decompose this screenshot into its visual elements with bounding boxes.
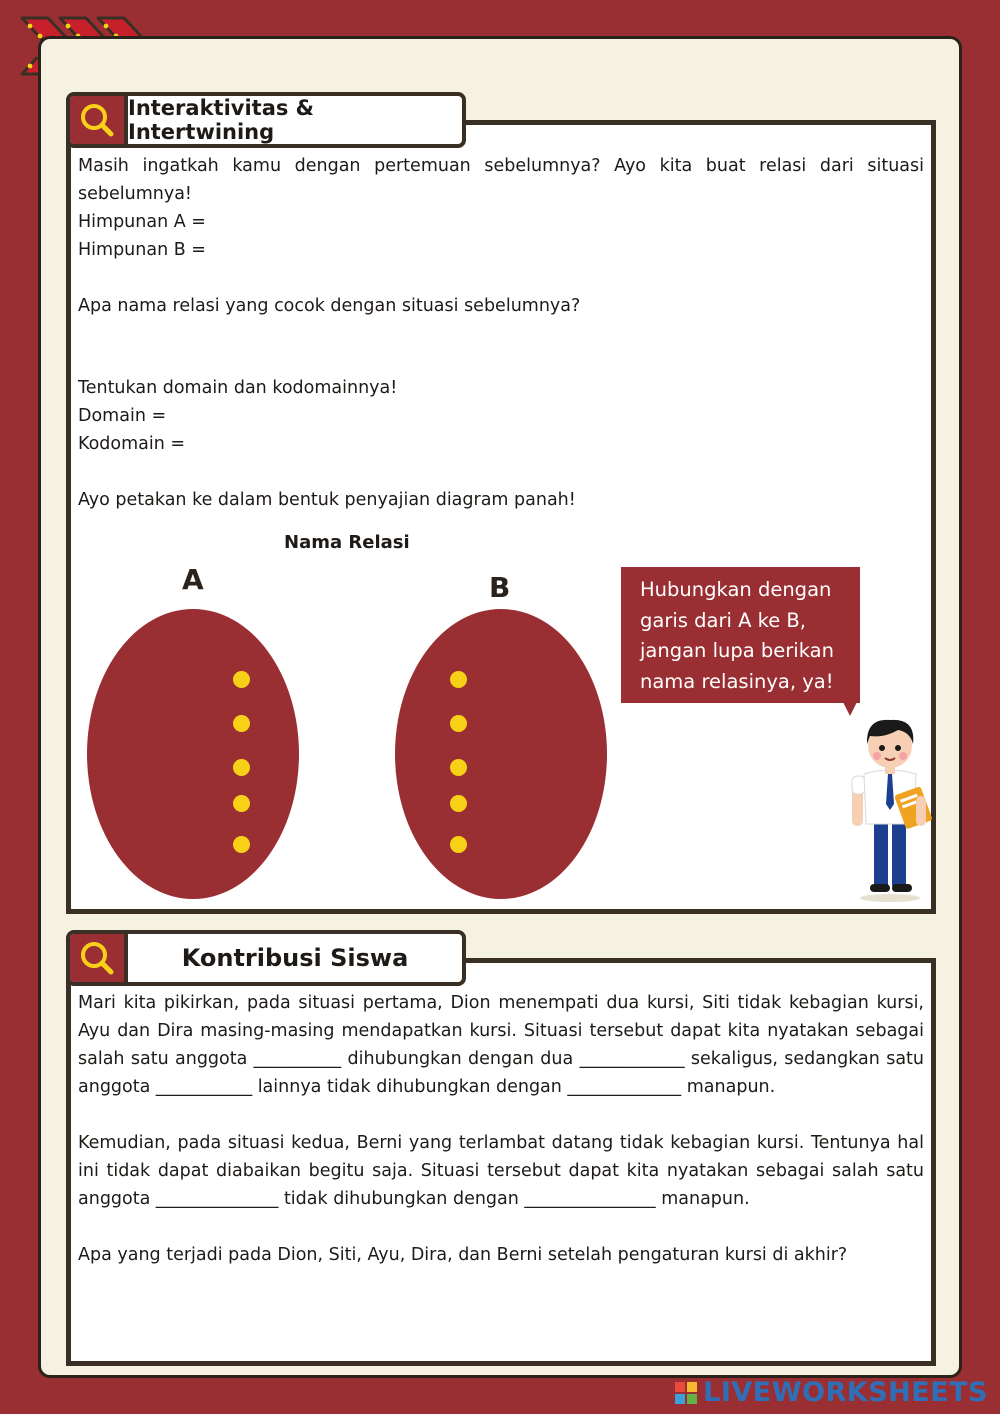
section-kontribusi-title: Kontribusi Siswa — [181, 944, 409, 972]
magnifier-icon — [77, 938, 117, 978]
domain-line: Domain = — [78, 406, 167, 426]
liveworksheets-brand: LIVEWORKSHEETS — [703, 1377, 988, 1408]
intro-text: Masih ingatkah kamu dengan pertemuan sebelumnya? Ayo kita buat relasi dari situasi sebelumnya! — [78, 156, 924, 204]
set-a-point[interactable] — [233, 759, 250, 776]
diagram-instruction: Ayo petakan ke dalam bentuk penyajian diagram panah! — [78, 490, 576, 510]
set-a-ellipse — [87, 609, 299, 899]
set-b-point[interactable] — [450, 671, 467, 688]
paragraph-situasi-kedua: Kemudian, pada situasi kedua, Berni yang terlambat datang tidak kebagian kursi. Tentunya hal ini tidak dapat diabaikan begitu saja. Situasi tersebut dapat kita nyatakan sebagai salah satu anggota ______________ tidak dihubungkan dengan _______________ manapun. — [78, 1133, 924, 1209]
section1-domain-block — [78, 374, 924, 514]
set-b-ellipse — [395, 609, 607, 899]
set-a-line: Himpunan A = — [78, 212, 206, 232]
set-a-point[interactable] — [233, 671, 250, 688]
final-question: Apa yang terjadi pada Dion, Siti, Ayu, Dira, dan Berni setelah pengaturan kursi di akhir? — [78, 1245, 848, 1265]
set-b-point[interactable] — [450, 759, 467, 776]
section1-text-block — [78, 152, 924, 320]
speech-bubble: Hubungkan dengan garis dari A ke B, jangan lupa berikan nama relasinya, ya! — [621, 567, 860, 703]
liveworksheets-logo-icon — [675, 1382, 697, 1404]
magnifier-icon — [77, 100, 117, 140]
paragraph-situasi-pertama: Mari kita pikirkan, pada situasi pertama, Dion menempati dua kursi, Siti tidak kebagian kursi, Ayu dan Dira masing-masing mendapatkan kursi. Situasi tersebut dapat kita nyatakan sebagai salah satu anggota __________ dihubungkan dengan dua ____________ sekaligus, sedangkan satu anggota ___________ lainnya tidak dihubungkan dengan _____________ manapun. — [78, 993, 924, 1097]
section2-text-block — [78, 989, 924, 1269]
set-a-point[interactable] — [233, 836, 250, 853]
set-a-label: A — [182, 563, 204, 596]
set-b-line: Himpunan B = — [78, 240, 206, 260]
section-interaktivitas-title: Interaktivitas & Intertwining — [128, 96, 314, 144]
set-a-point[interactable] — [233, 715, 250, 732]
section-interaktivitas-header — [66, 92, 466, 148]
relation-question: Apa nama relasi yang cocok dengan situasi sebelumnya? — [78, 296, 581, 316]
codomain-line: Kodomain = — [78, 434, 186, 454]
domain-question: Tentukan domain dan kodomainnya! — [78, 378, 398, 398]
set-b-point[interactable] — [450, 715, 467, 732]
set-a-point[interactable] — [233, 795, 250, 812]
diagram-title: Nama Relasi — [284, 532, 410, 553]
student-boy-icon — [840, 712, 940, 904]
set-b-label: B — [489, 571, 511, 604]
set-b-point[interactable] — [450, 795, 467, 812]
liveworksheets-logo — [675, 1377, 988, 1408]
section-kontribusi-header — [66, 930, 466, 986]
set-b-point[interactable] — [450, 836, 467, 853]
